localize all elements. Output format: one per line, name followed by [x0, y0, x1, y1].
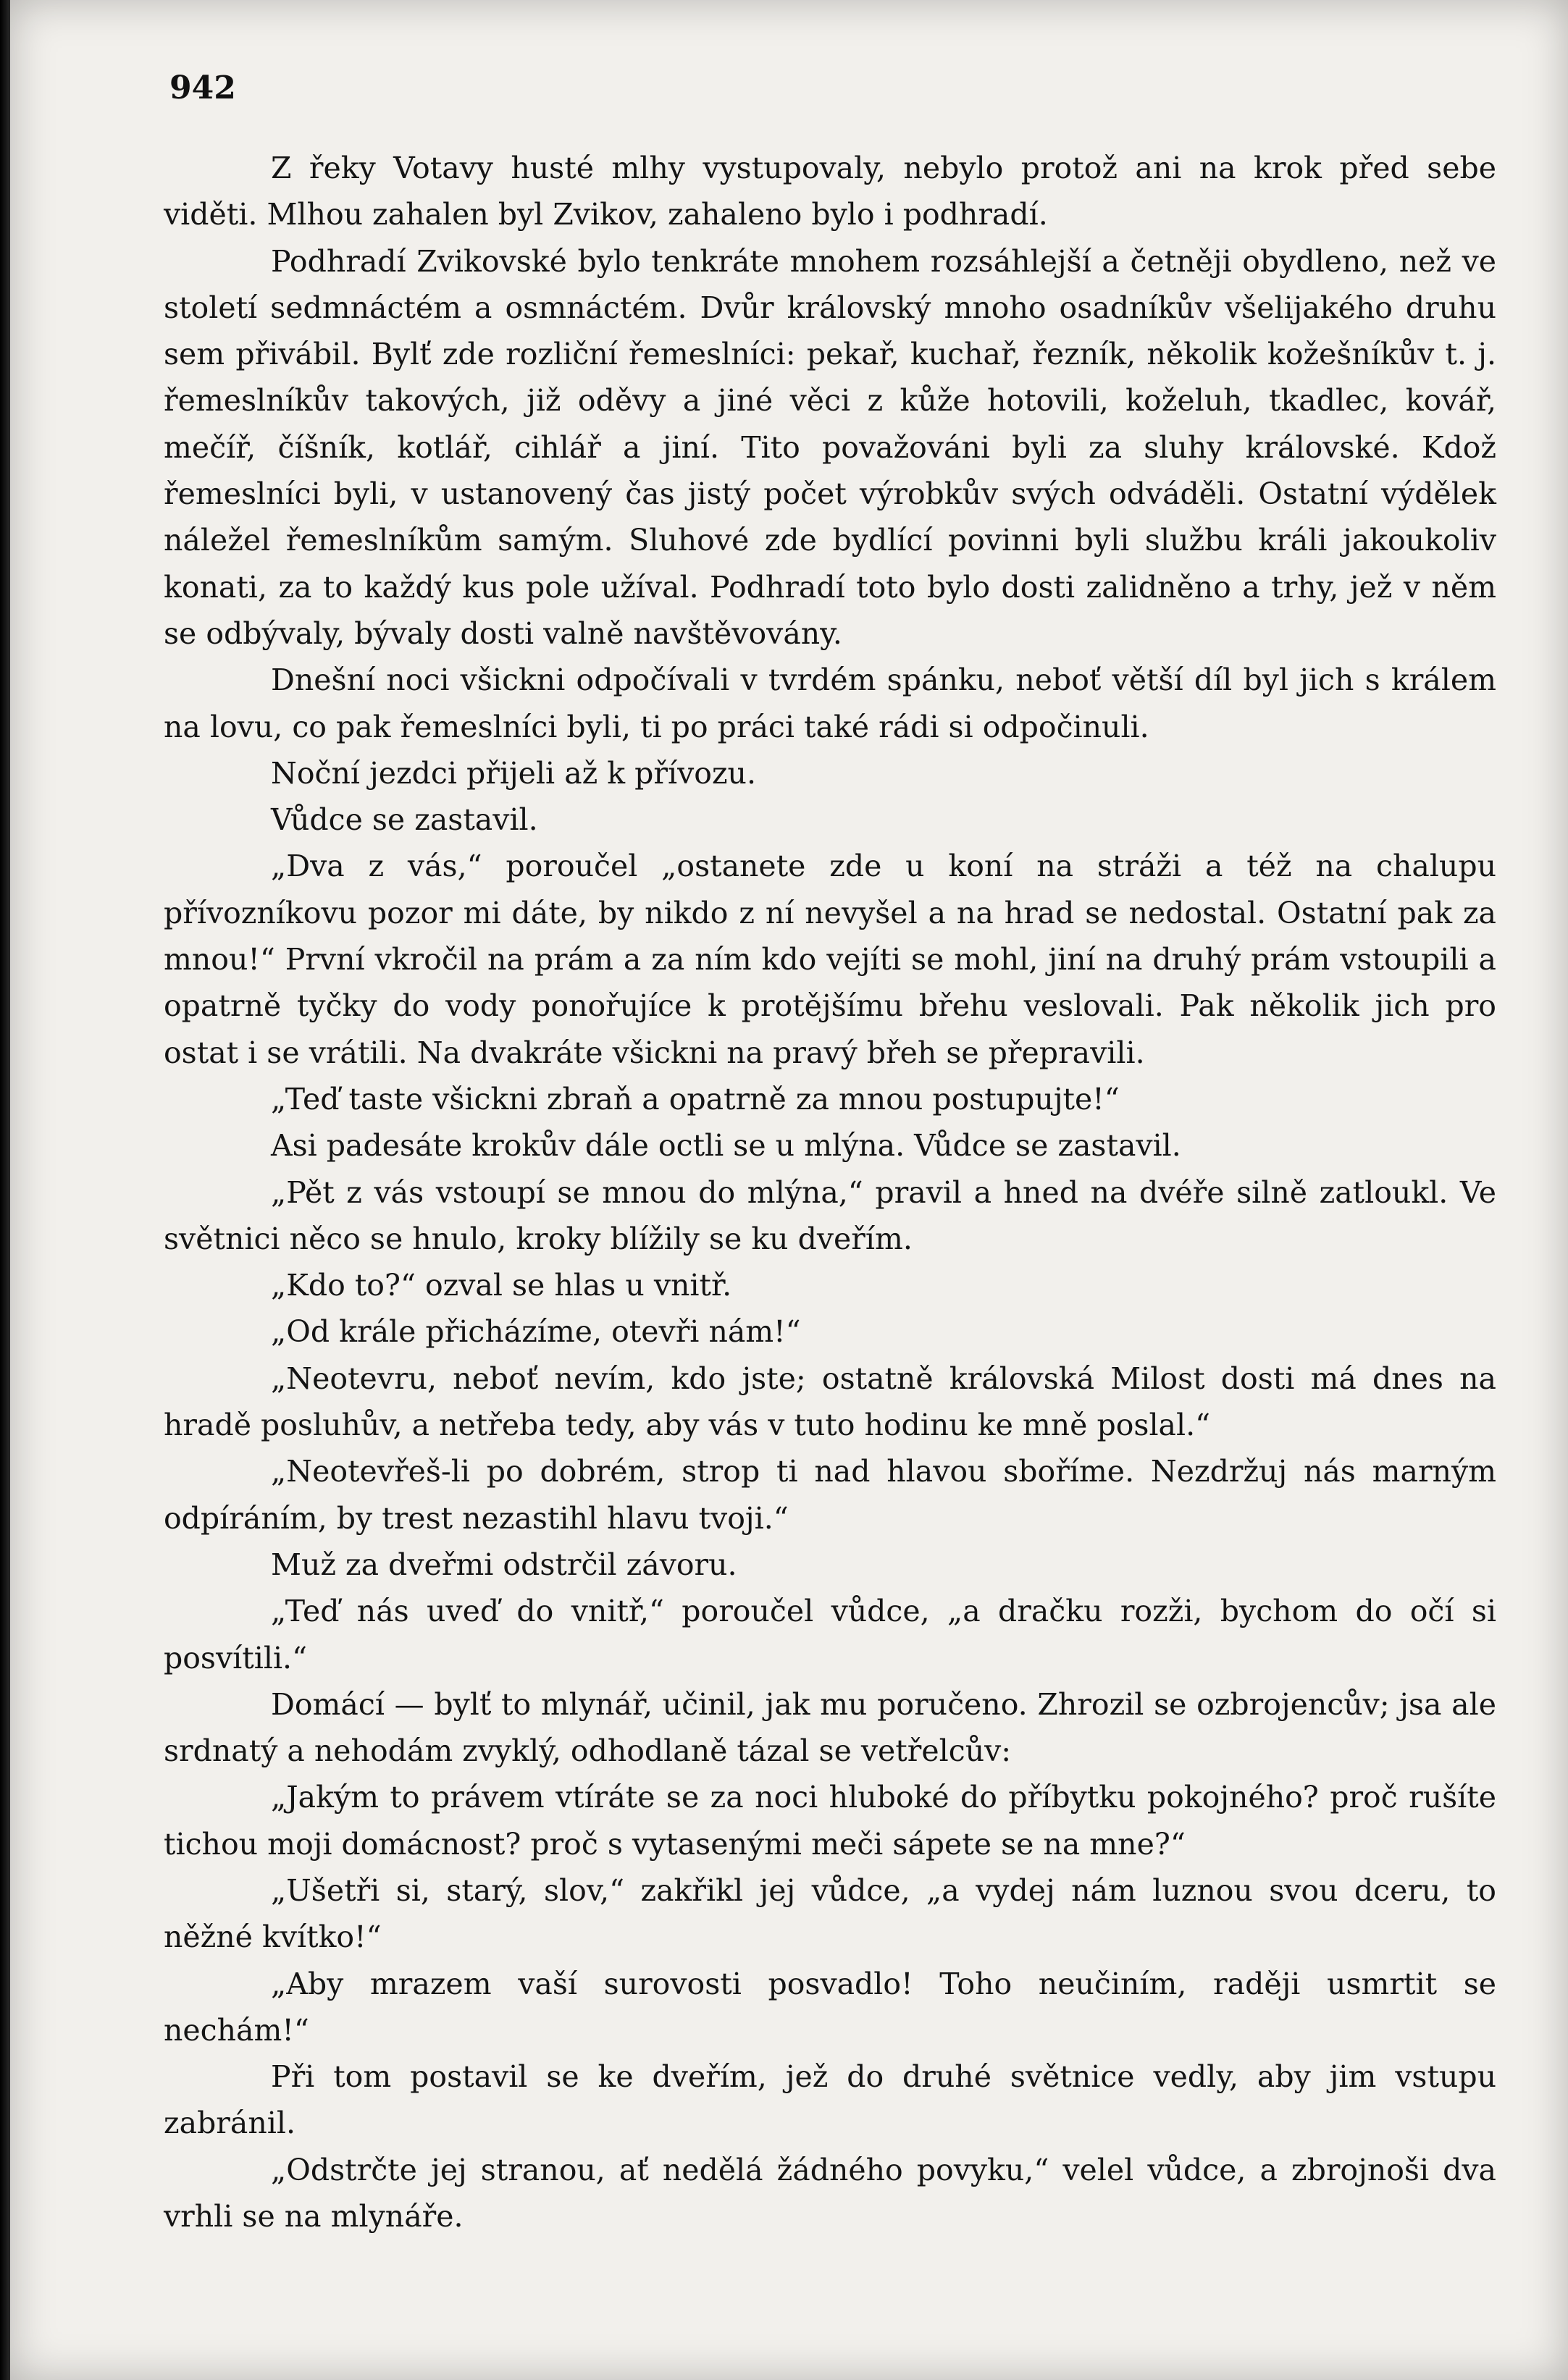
paragraph: „Pět z vás vstoupí se mnou do mlýna,“ pravil a hned na dvéře silně zatloukl. Ve světnici něco se hnulo, kroky blížily se ku dveřím.	[164, 1174, 1496, 1256]
scan-left-edge	[0, 0, 10, 2380]
page-number: 942	[169, 70, 236, 106]
paragraph: Při tom postavil se ke dveřím, jež do druhé světnice vedly, aby jim vstupu zabránil.	[164, 2059, 1496, 2141]
paragraph: Muž za dveřmi odstrčil závoru.	[271, 1547, 737, 1582]
page-text	[164, 145, 1496, 2240]
paragraph: „Jakým to právem vtíráte se za noci hluboké do příbytku pokojného? proč rušíte tichou moji domácnost? proč s vytasenými meči sápete se na mne?“	[164, 1780, 1496, 1862]
paragraph: Asi padesáte krokův dále octli se u mlýna. Vůdce se zastavil.	[271, 1128, 1181, 1164]
paragraph: „Teď taste všickni zbraň a opatrně za mnou postupujte!“	[271, 1081, 1120, 1117]
paragraph: „Odstrčte jej stranou, ať nedělá žádného povyku,“ velel vůdce, a zbrojnoši dva vrhli se na mlynáře.	[164, 2152, 1496, 2234]
paragraph: Dnešní noci všickni odpočívali v tvrdém spánku, neboť větší díl byl jich s králem na lovu, co pak řemeslníci byli, ti po práci také rádi si odpočinuli.	[164, 663, 1496, 744]
book-page	[10, 0, 1568, 2380]
paragraph: „Neotevřeš-li po dobrém, strop ti nad hlavou sboříme. Nezdržuj nás marným odpíráním, by trest nezastihl hlavu tvoji.“	[164, 1454, 1496, 1536]
paragraph: „Od krále přicházíme, otevři nám!“	[271, 1314, 801, 1350]
paragraph: Podhradí Zvikovské bylo tenkráte mnohem rozsáhlejší a četněji obydleno, než ve století sedmnáctém a osmnáctém. Dvůr královský mnoho osadníkův všelijakého druhu sem přivábil. Bylť zde rozliční řemeslníci: pekař, kuchař, řezník, několik kožešníkův t. j. řemeslníkův takových, již oděvy a jiné věci z kůže hotovili, koželuh, tkadlec, kovář, mečíř, číšník, kotlář, cihlář a jiní. Tito považováni byli za sluhy královské. Kdož řemeslníci byli, v ustanovený čas jistý počet výrobkův svých odváděli. Ostatní výdělek náležel řemeslníkům samým. Sluhové zde bydlící povinni byli službu králi jakoukoliv konati, za to každý kus pole užíval. Podhradí toto bylo dosti zalidněno a trhy, jež v něm se odbývaly, bývaly dosti valně navštěvovány.	[164, 243, 1496, 651]
paragraph: Vůdce se zastavil.	[271, 802, 538, 838]
paragraph: „Kdo to?“ ozval se hlas u vnitř.	[271, 1268, 732, 1303]
paragraph: „Ušetři si, starý, slov,“ zakřikl jej vůdce, „a vydej nám luznou svou dceru, to něžné kvítko!“	[164, 1872, 1496, 1955]
paragraph: „Dva z vás,“ poroučel „ostanete zde u koní na stráži a též na chalupu přívozníkovu pozor mi dáte, by nikdo z ní nevyšel a na hrad se nedostal. Ostatní pak za mnou!“ První vkročil na prám a za ním kdo vejíti se mohl, jiní na druhý prám vstoupili a opatrně tyčky do vody ponořujíce k protějšímu břehu veslovali. Pak několik jich pro ostat i se vrátili. Na dvakráte všickni na pravý břeh se přepravili.	[164, 849, 1496, 1070]
paragraph: Noční jezdci přijeli až k přívozu.	[271, 755, 756, 791]
paragraph: „Aby mrazem vaší surovosti posvadlo! Toho neučiním, raději usmrtit se nechám!“	[164, 1966, 1496, 2048]
paragraph: Z řeky Votavy husté mlhy vystupovaly, nebylo protož ani na krok před sebe viděti. Mlhou zahalen byl Zvikov, zahaleno bylo i podhradí.	[164, 151, 1496, 232]
paragraph: „Neotevru, neboť nevím, kdo jste; ostatně královská Milost dosti má dnes na hradě posluhův, a netřeba tedy, aby vás v tuto hodinu ke mně poslal.“	[164, 1361, 1496, 1443]
paragraph: „Teď nás uveď do vnitř,“ poroučel vůdce, „a dračku rozži, bychom do očí si posvítili.“	[164, 1594, 1496, 1675]
paragraph: Domácí — bylť to mlynář, učinil, jak mu poručeno. Zhrozil se ozbrojencův; jsa ale srdnatý a nehodám zvyklý, odhodlaně tázal se vetřelcův:	[164, 1686, 1496, 1769]
